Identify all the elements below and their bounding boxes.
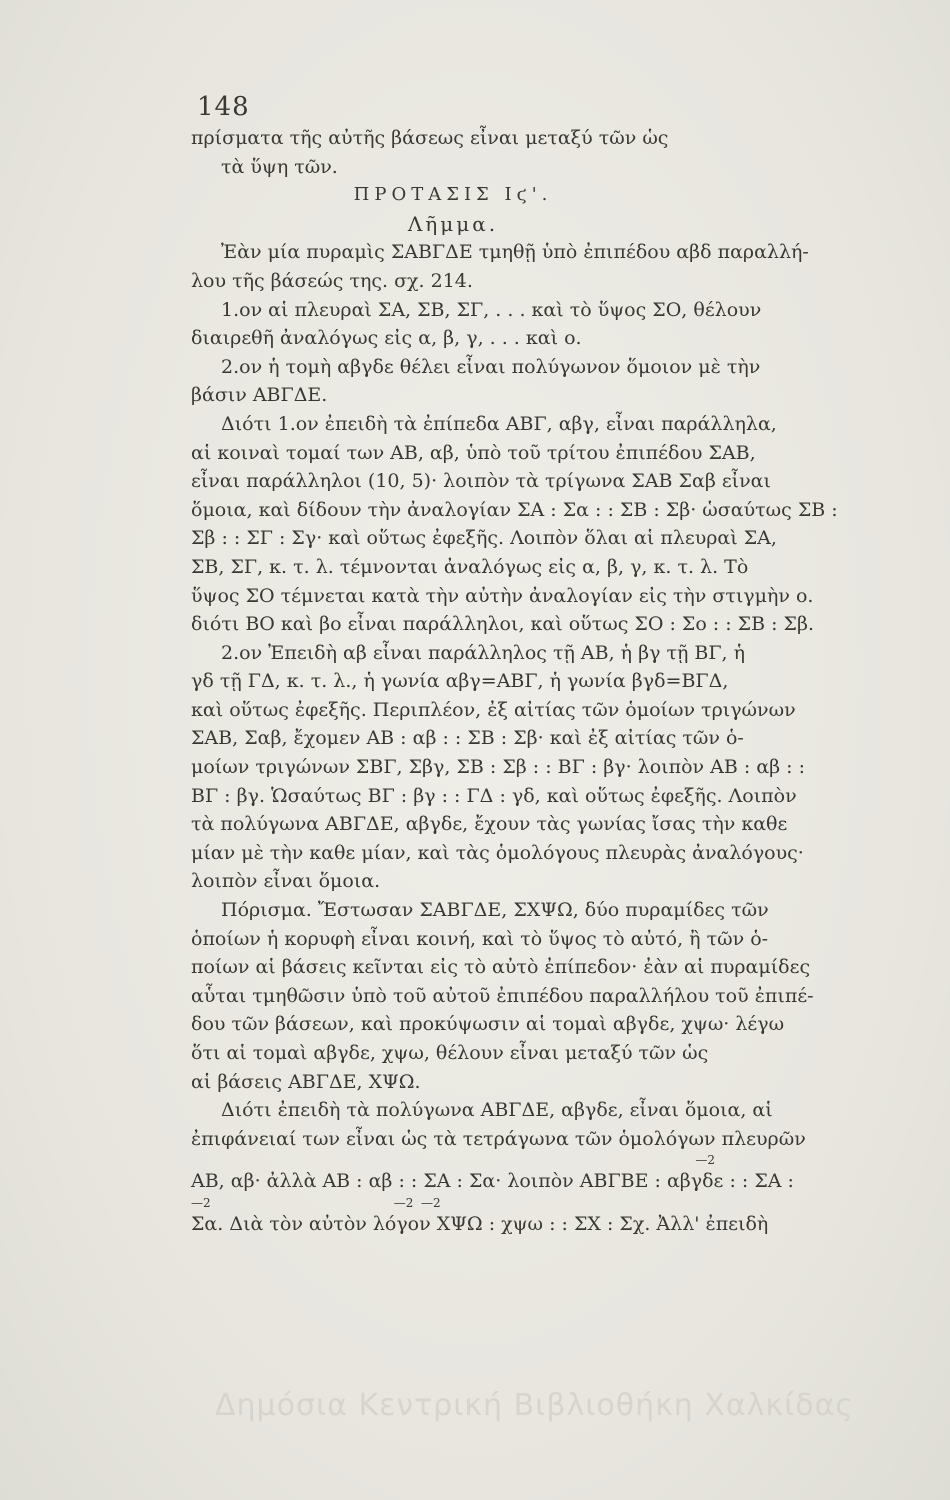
text-line: Σβ : : ΣΓ : Σγ· καὶ οὕτως ἐφεξῆς. Λοιπὸν ὅλαι αἱ πλευραὶ ΣΑ,	[191, 527, 777, 550]
text-line: Σα. Διὰ τὸν αὐτὸν λόγον ΧΨΩ : χψω : : ΣΧ : Σχ. Ἀλλ' ἐπειδὴ	[191, 1212, 769, 1235]
text-line: μίαν μὲ τὴν καθε μίαν, καὶ τὰς ὁμολόγους πλευρὰς ἀναλόγους·	[191, 841, 804, 864]
text-line: ὕψος ΣΟ τέμνεται κατὰ τὴν αὐτὴν ἀναλογίαν εἰς τὴν στιγμὴν ο.	[191, 584, 814, 607]
lemma-heading: Λῆμμα.	[407, 211, 499, 236]
overline-mark: —2 —2 —2	[191, 1195, 441, 1210]
text-line: ποίων αἱ βάσεις κεῖνται εἰς τὸ αὐτὸ ἐπίπεδον· ἐὰν αἱ πυραμίδες	[191, 956, 811, 979]
corollary-line: Πόρισμα. Ἔστωσαν ΣΑΒΓΔΕ, ΣΧΨΩ, δύο πυραμίδες τῶν	[221, 899, 769, 922]
text-line: δου τῶν βάσεων, καὶ προκύψωσιν αἱ τομαὶ αβγδε, χψω· λέγω	[191, 1013, 785, 1036]
body-text	[191, 124, 838, 1239]
text-line: ὁποίων ἡ κορυφὴ εἶναι κοινή, καὶ τὸ ὕψος τὸ αὐτό, ἢ τῶν ὁ-	[191, 927, 769, 950]
text-line: ΑΒ, αβ· ἀλλὰ ΑΒ : αβ : : ΣΑ : Σα· λοιπὸν ΑΒΓΒΕ : αβγδε : : ΣΑ :	[191, 1170, 794, 1193]
text-line: αἱ βάσεις ΑΒΓΔΕ, ΧΨΩ.	[191, 1070, 421, 1093]
text-line: Διότι 1.ον ἐπειδὴ τὰ ἐπίπεδα ΑΒΓ, αβγ, εἶναι παράλληλα,	[221, 412, 777, 435]
text-line: μοίων τριγώνων ΣΒΓ, Σβγ, ΣΒ : Σβ : : ΒΓ : βγ· λοιπὸν ΑΒ : αβ : :	[191, 756, 806, 779]
text-line: πρίσματα τῆς αὐτῆς βάσεως εἶναι μεταξύ τῶν ὡς	[191, 127, 669, 149]
text-line: ἐπιφάνειαί των εἶναι ὡς τὰ τετράγωνα τῶν ὁμολόγων πλευρῶν	[191, 1127, 806, 1150]
text-line: 1.ον αἱ πλευραὶ ΣΑ, ΣΒ, ΣΓ, . . . καὶ τὸ ὕψος ΣΟ, θέλουν	[221, 298, 762, 321]
text-line: αὗται τμηθῶσιν ὑπὸ τοῦ αὐτοῦ ἐπιπέδου παραλλήλου τοῦ ἐπιπέ-	[191, 984, 814, 1007]
text-line: βάσιν ΑΒΓΔΕ.	[191, 384, 328, 407]
text-line: ὅμοια, καὶ δίδουν τὴν ἀναλογίαν ΣΑ : Σα : : ΣΒ : Σβ· ὡσαύτως ΣΒ :	[191, 498, 838, 521]
overline-mark: —2	[695, 1153, 715, 1168]
proposition-heading: ΠΡΟΤΑΣΙΣ Ιϛ'.	[353, 184, 553, 206]
text-line: 2.ον Ἐπειδὴ αβ εἶναι παράλληλος τῇ ΑΒ, ἡ βγ τῇ ΒΓ, ἡ	[221, 641, 746, 664]
page-number: 148	[197, 92, 250, 122]
text-line: διότι ΒΟ καὶ βο εἶναι παράλληλοι, καὶ οὕτως ΣΟ : Σο : : ΣΒ : Σβ.	[191, 613, 815, 636]
text-line: λοιπὸν εἶναι ὅμοια.	[191, 870, 381, 893]
text-line: διαιρεθῆ ἀναλόγως εἰς α, β, γ, . . . καὶ ο.	[191, 327, 582, 350]
text-line: τὰ ὕψη τῶν.	[221, 155, 338, 178]
text-line: ΣΒ, ΣΓ, κ. τ. λ. τέμνονται ἀναλόγως εἰς α, β, γ, κ. τ. λ. Τὸ	[191, 555, 749, 578]
text-line: Διότι ἐπειδὴ τὰ πολύγωνα ΑΒΓΔΕ, αβγδε, εἶναι ὅμοια, αἱ	[221, 1099, 773, 1122]
library-watermark: Δημόσια Κεντρική Βιβλιοθήκη Χαλκίδας	[215, 1388, 854, 1423]
text-line: ΣΑΒ, Σαβ, ἔχομεν ΑΒ : αβ : : ΣΒ : Σβ· καὶ ἐξ αἰτίας τῶν ὁ-	[191, 727, 744, 750]
text-line: αἱ κοιναὶ τομαί των ΑΒ, αβ, ὑπὸ τοῦ τρίτου ἐπιπέδου ΣΑΒ,	[191, 441, 756, 464]
text-line: καὶ οὕτως ἐφεξῆς. Περιπλέον, ἐξ αἰτίας τῶν ὁμοίων τριγώνων	[191, 698, 796, 721]
text-line: τὰ πολύγωνα ΑΒΓΔΕ, αβγδε, ἔχουν τὰς γωνίας ἴσας τὴν καθε	[191, 813, 788, 836]
text-line: ὅτι αἱ τομαὶ αβγδε, χψω, θέλουν εἶναι μεταξύ τῶν ὡς	[191, 1042, 709, 1064]
text-line: Ἐὰν μία πυραμὶς ΣΑΒΓΔΕ τμηθῇ ὑπὸ ἐπιπέδου αβδ παραλλή-	[221, 241, 809, 264]
text-line: 2.ον ἡ τομὴ αβγδε θέλει εἶναι πολύγωνον ὅμοιον μὲ τὴν	[221, 355, 761, 378]
text-line: εἶναι παράλληλοι (10, 5)· λοιπὸν τὰ τρίγωνα ΣΑΒ Σαβ εἶναι	[191, 470, 771, 493]
text-line: λου τῆς βάσεώς της. σχ. 214.	[191, 269, 473, 292]
text-line: γδ τῇ ΓΔ, κ. τ. λ., ἡ γωνία αβγ=ΑΒΓ, ἡ γωνία βγδ=ΒΓΔ,	[191, 670, 729, 693]
text-line: ΒΓ : βγ. Ὡσαύτως ΒΓ : βγ : : ΓΔ : γδ, καὶ οὕτως ἐφεξῆς. Λοιπὸν	[191, 784, 797, 807]
